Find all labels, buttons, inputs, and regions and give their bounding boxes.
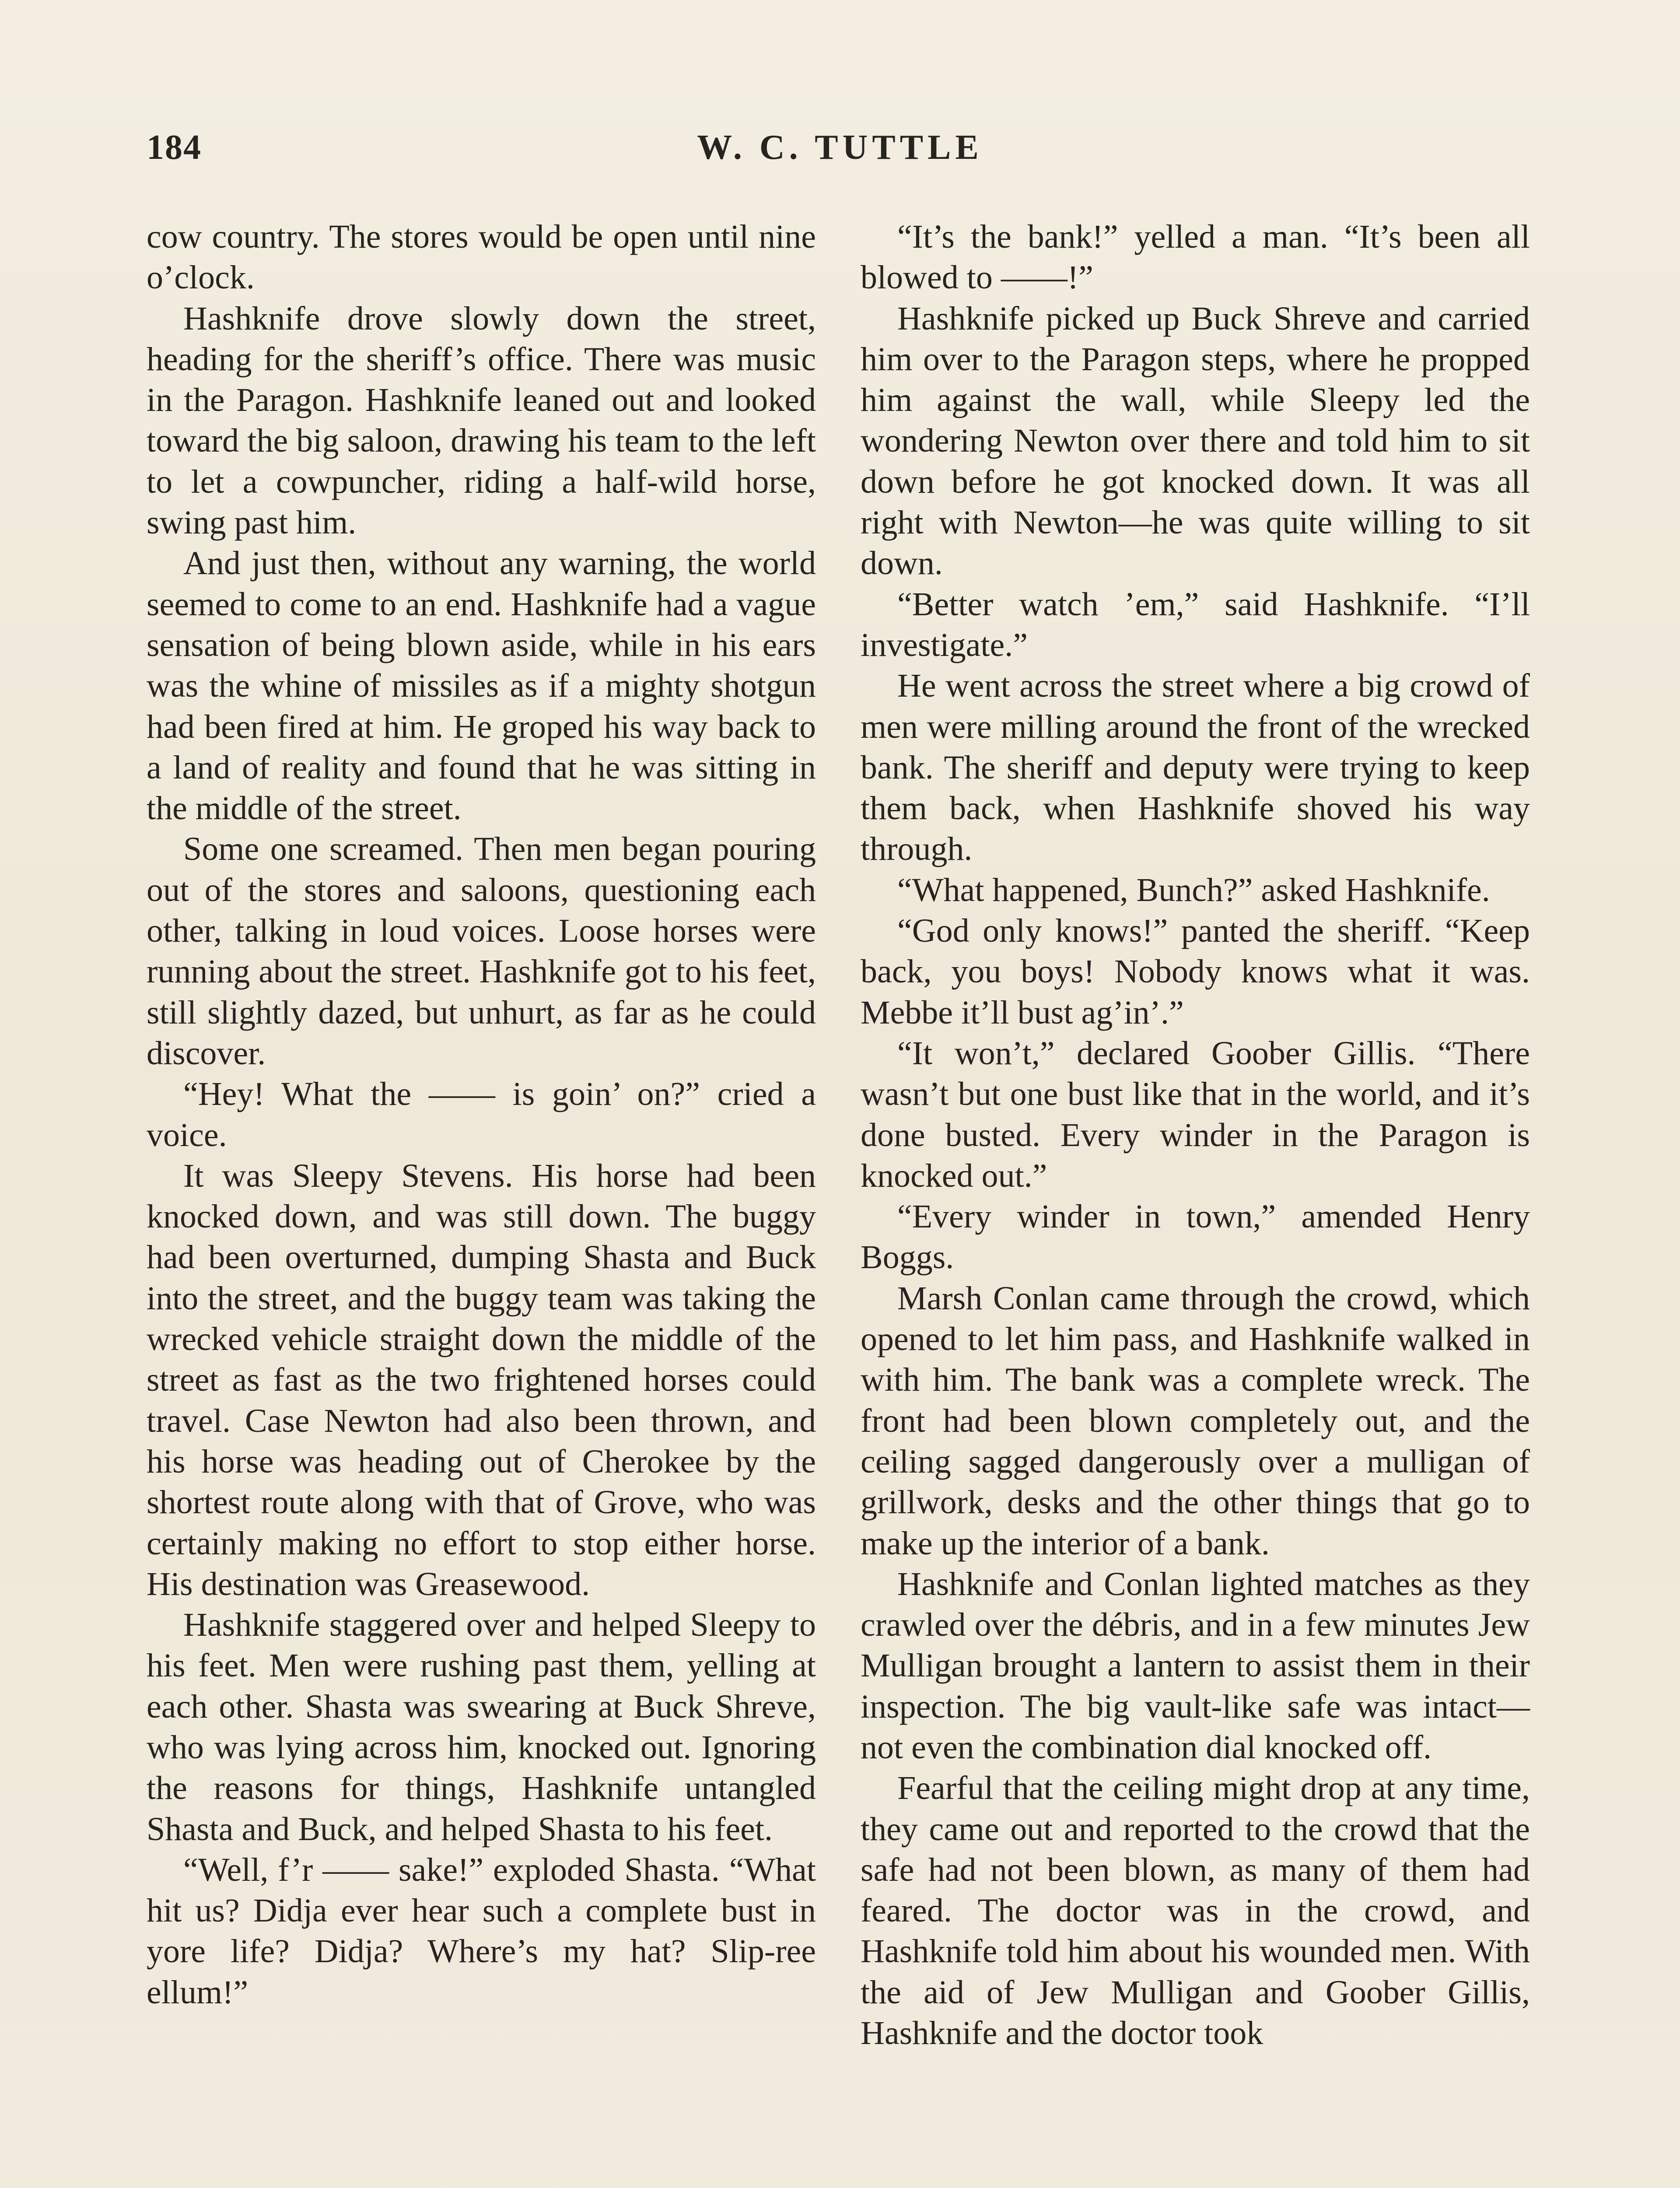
paragraph: “Better watch ’em,” said Hashknife. “I’ll investigate.”	[861, 586, 1530, 663]
paragraph: cow country. The stores would be open until nine o’clock.	[147, 218, 816, 296]
paragraph: “God only knows!” panted the sheriff. “Keep back, you boys! Nobody knows what it was. Mebbe it’ll bust ag’in’.”	[861, 912, 1530, 1031]
paragraph: Marsh Conlan came through the crowd, which opened to let him pass, and Hashknife walked in with him. The bank was a complete wreck. The front had been blown completely out, and the ceiling sagged dangerously over a mulligan of grillwork, desks and the other things that go to make up the interior of a bank.	[861, 1280, 1530, 1562]
paragraph: “What happened, Bunch?” asked Hashknife.	[897, 871, 1490, 908]
paragraph: Fearful that the ceiling might drop at any time, they came out and reported to the crowd that the safe had not been blown, as many of them had feared. The doctor was in the crowd, and Hashknife told him about his wounded men. With the aid of Jew Mulligan and Goober Gillis, Hashknife and the doctor took	[861, 1770, 1530, 2052]
paragraph: Hashknife and Conlan lighted matches as they crawled over the débris, and in a few minutes Jew Mulligan brought a lantern to assist them in their inspection. The big vault-like safe was intact—not even the combination dial knocked off.	[861, 1565, 1530, 1766]
paragraph: Hashknife picked up Buck Shreve and carried him over to the Paragon steps, where he propped him against the wall, while Sleepy led the wondering Newton over there and told him to sit down before he got knocked down. It was all right with Newton—he was quite willing to sit down.	[861, 300, 1530, 582]
left-column	[147, 217, 816, 2013]
page-number: 184	[147, 128, 202, 167]
paragraph: It was Sleepy Stevens. His horse had been knocked down, and was still down. The buggy had been overturned, dumping Shasta and Buck into the street, and the buggy team was taking the wrecked vehicle straight down the middle of the street as fast as the two frightened horses could travel. Case Newton had also been thrown, and his horse was heading out of Cherokee by the shortest route along with that of Grove, who was certainly making no effort to stop either horse. His destination was Greasewood.	[147, 1157, 816, 1602]
paragraph: “Well, f’r —— sake!” exploded Shasta. “What hit us? Didja ever hear such a complete bust in yore life? Didja? Where’s my hat? Slip-ree ellum!”	[147, 1851, 816, 2011]
paragraph: And just then, without any warning, the world seemed to come to an end. Hashknife had a vague sensation of being blown aside, while in his ears was the whine of missiles as if a mighty shotgun had been fired at him. He groped his way back to a land of reality and found that he was sitting in the middle of the street.	[147, 545, 816, 827]
paragraph: “It’s the bank!” yelled a man. “It’s been all blowed to ——!”	[861, 218, 1530, 296]
right-column	[861, 217, 1530, 2054]
header-author: W. C. TUTTLE	[697, 128, 983, 167]
paragraph: He went across the street where a big crowd of men were milling around the front of the wrecked bank. The sheriff and deputy were trying to keep them back, when Hashknife shoved his way through.	[861, 667, 1530, 868]
running-head	[147, 128, 1533, 180]
paragraph: “Every winder in town,” amended Henry Boggs.	[861, 1198, 1530, 1276]
paragraph: “It won’t,” declared Goober Gillis. “There wasn’t but one bust like that in the world, and it’s done busted. Every winder in the Paragon is knocked out.”	[861, 1034, 1530, 1194]
paragraph: “Hey! What the —— is goin’ on?” cried a voice.	[147, 1076, 816, 1154]
paragraph: Hashknife drove slowly down the street, heading for the sheriff’s office. There was music in the Paragon. Hashknife leaned out and looked toward the big saloon, drawing his team to the left to let a cowpuncher, riding a half-wild horse, swing past him.	[147, 300, 816, 541]
paragraph: Hashknife staggered over and helped Sleepy to his feet. Men were rushing past them, yelling at each other. Shasta was swearing at Buck Shreve, who was lying across him, knocked out. Ignoring the reasons for things, Hashknife untangled Shasta and Buck, and helped Shasta to his feet.	[147, 1606, 816, 1848]
paragraph: Some one screamed. Then men began pouring out of the stores and saloons, questioning each other, talking in loud voices. Loose horses were running about the street. Hashknife got to his feet, still slightly dazed, but unhurt, as far as he could discover.	[147, 831, 816, 1072]
